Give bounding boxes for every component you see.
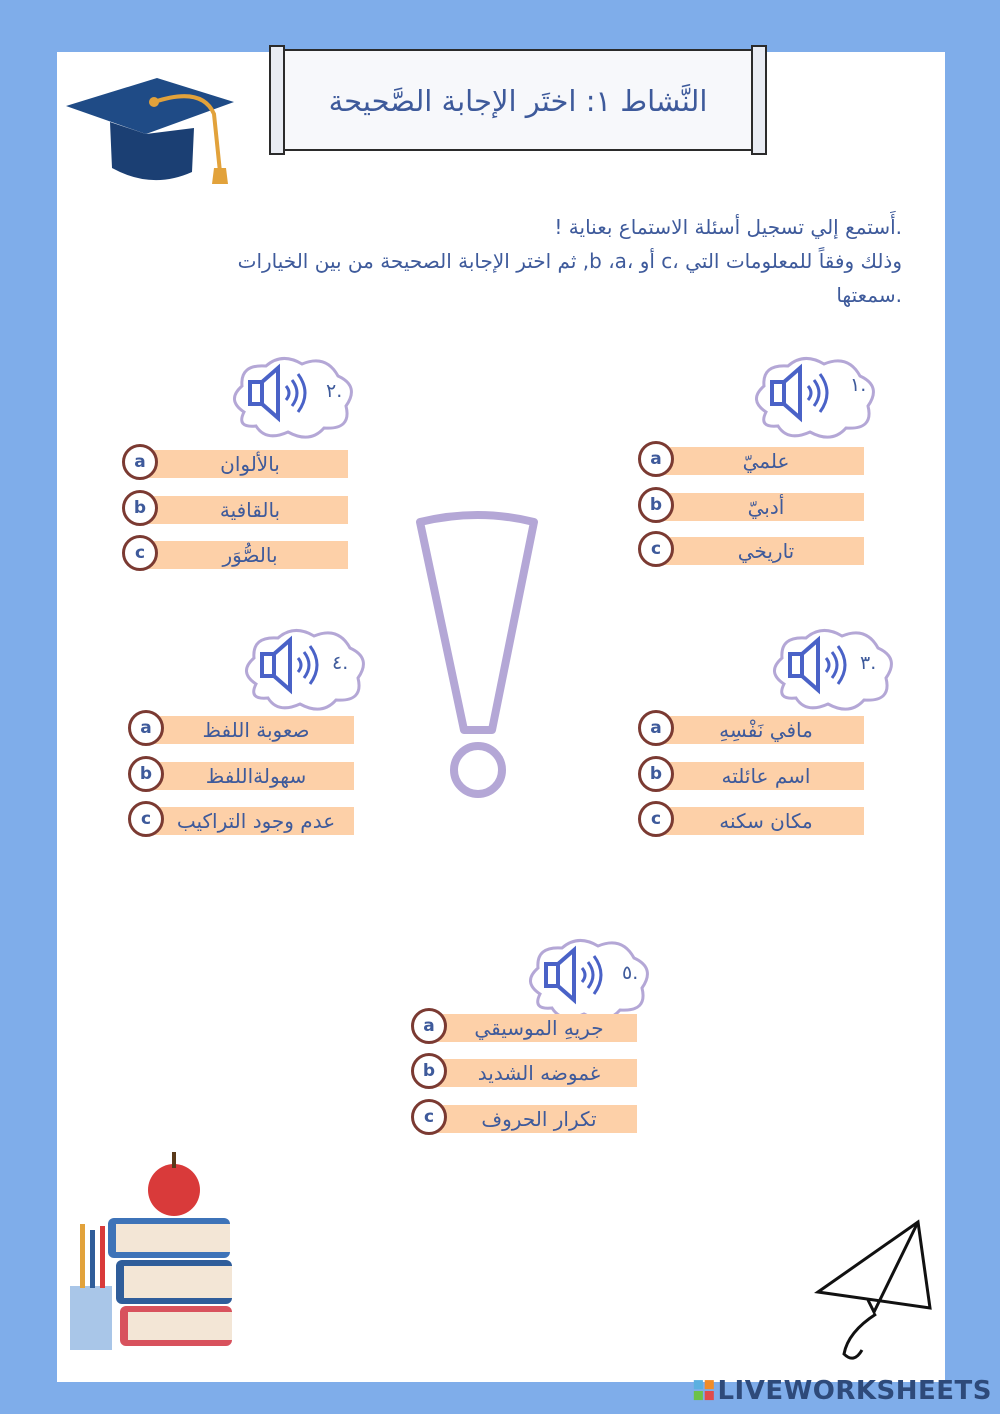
q2-option-a[interactable] — [122, 444, 348, 486]
instructions — [150, 210, 902, 312]
option-letter: a — [128, 710, 164, 746]
q3-audio-button[interactable] — [766, 624, 898, 712]
q4-option-c[interactable] — [128, 801, 354, 843]
question-3-number: .٣ — [860, 652, 877, 674]
question-1-number: .١ — [850, 374, 867, 396]
question-2-number: .٢ — [326, 380, 343, 402]
q5-option-a[interactable] — [411, 1008, 637, 1050]
option-letter: c — [638, 531, 674, 567]
option-text: بالقافية — [219, 498, 281, 522]
option-text: علميّ — [742, 449, 790, 473]
q4-option-a[interactable] — [128, 710, 354, 752]
liveworksheets-watermark — [692, 1374, 992, 1408]
instruction-line-2: وذلك وفقاً للمعلومات التي ،c أو ،b ،a, ثم اختر الإجابة الصحيحة من بين الخيارات — [237, 249, 902, 273]
q1-option-a[interactable] — [638, 441, 864, 483]
option-letter: b — [411, 1053, 447, 1089]
option-letter: a — [638, 441, 674, 477]
q4-audio-button[interactable] — [238, 624, 370, 712]
q5-option-b[interactable] — [411, 1053, 637, 1095]
q1-option-c[interactable] — [638, 531, 864, 573]
q1-option-b[interactable] — [638, 487, 864, 529]
watermark-text: LIVEWORKSHEETS — [717, 1376, 992, 1406]
option-text: بالألوان — [220, 452, 280, 476]
option-letter: a — [638, 710, 674, 746]
q2-option-c[interactable] — [122, 535, 348, 577]
option-letter: c — [411, 1099, 447, 1135]
q4-option-b[interactable] — [128, 756, 354, 798]
option-text: اسم عائلته — [721, 764, 811, 788]
option-text: صعوبة اللفظ — [202, 718, 310, 742]
exclamation-icon — [408, 508, 548, 808]
option-text: جريهِ الموسيقي — [474, 1016, 604, 1040]
option-text: سهولةاللفظ — [205, 764, 307, 788]
liveworksheets-logo-icon — [692, 1377, 717, 1405]
q5-option-c[interactable] — [411, 1099, 637, 1141]
option-text: أدبيّ — [747, 495, 785, 519]
page-title: النَّشاط ١: اختَر الإجابة الصَّحيحة — [328, 84, 708, 118]
option-letter: b — [128, 756, 164, 792]
books-apple-icon — [66, 1146, 238, 1360]
option-text: عدم وجود التراكيب — [176, 809, 336, 833]
option-text: مكان سكنه — [719, 809, 813, 833]
option-text: تكرار الحروف — [481, 1107, 597, 1131]
option-text: مافي نَفْسِهِ — [719, 718, 813, 742]
q3-option-c[interactable] — [638, 801, 864, 843]
option-text: تاريخي — [737, 539, 795, 563]
option-letter: b — [638, 487, 674, 523]
option-letter: c — [638, 801, 674, 837]
option-letter: b — [638, 756, 674, 792]
option-letter: b — [122, 490, 158, 526]
q1-audio-button[interactable] — [748, 352, 880, 440]
option-text: بالصُّوَر — [222, 543, 278, 567]
question-5-number: .٥ — [622, 962, 639, 984]
instruction-line-3: .سمعتها — [836, 283, 902, 307]
q2-option-b[interactable] — [122, 490, 348, 532]
option-letter: c — [122, 535, 158, 571]
question-4-number: .٤ — [332, 652, 349, 674]
option-letter: a — [122, 444, 158, 480]
option-text: غموضه الشديد — [477, 1061, 601, 1085]
option-letter: c — [128, 801, 164, 837]
graduation-cap-icon — [62, 72, 242, 190]
paper-plane-icon — [814, 1218, 938, 1374]
instruction-line-1: .أَستمع إلي تسجيل أسئلة الاستماع بعناية ! — [554, 215, 902, 239]
q3-option-a[interactable] — [638, 710, 864, 752]
q3-option-b[interactable] — [638, 756, 864, 798]
option-letter: a — [411, 1008, 447, 1044]
